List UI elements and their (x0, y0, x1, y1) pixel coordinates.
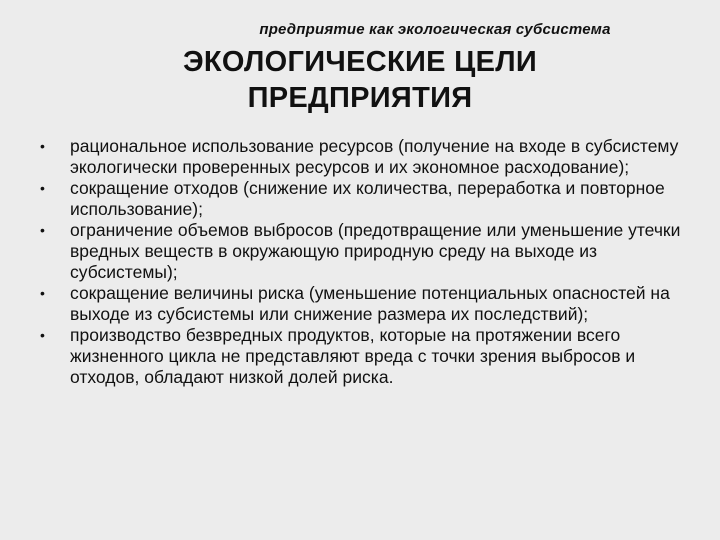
list-item-text: ограничение объемов выбросов (предотвращение или уменьшение утечки вредных веществ в окружающую природную среду на выходе из субсистемы); (70, 220, 681, 282)
list-item-text: рациональное использование ресурсов (получение на входе в субсистему экологически проверенных ресурсов и их экономное расходование); (70, 136, 679, 177)
bullet-icon: • (40, 180, 45, 197)
list-item-text: производство безвредных продуктов, которые на протяжении всего жизненного цикла не представляют вреда с точки зрения выбросов и отходов, обладают низкой долей риска. (70, 325, 636, 387)
list-item (38, 178, 698, 219)
bullet-icon: • (40, 327, 45, 344)
list-item (38, 220, 698, 282)
bullet-icon: • (40, 138, 45, 154)
list-item-text: сокращение величины риска (уменьшение потенциальных опасностей на выходе из субсистемы или снижение размера их последствий); (70, 283, 670, 324)
slide-subtitle: предприятие как экологическая субсистема (259, 21, 611, 38)
title-line-2: ПРЕДПРИЯТИЯ (247, 82, 473, 114)
list-item (38, 325, 698, 387)
title-line-1: ЭКОЛОГИЧЕСКИЕ ЦЕЛИ (182, 46, 538, 78)
goals-list (38, 136, 698, 388)
list-item (38, 136, 698, 177)
bullet-icon: • (40, 222, 45, 239)
slide-title (60, 44, 660, 116)
list-item-text: сокращение отходов (снижение их количества, переработка и повторное использование); (70, 178, 665, 219)
list-item (38, 283, 698, 324)
bullet-icon: • (40, 285, 45, 302)
